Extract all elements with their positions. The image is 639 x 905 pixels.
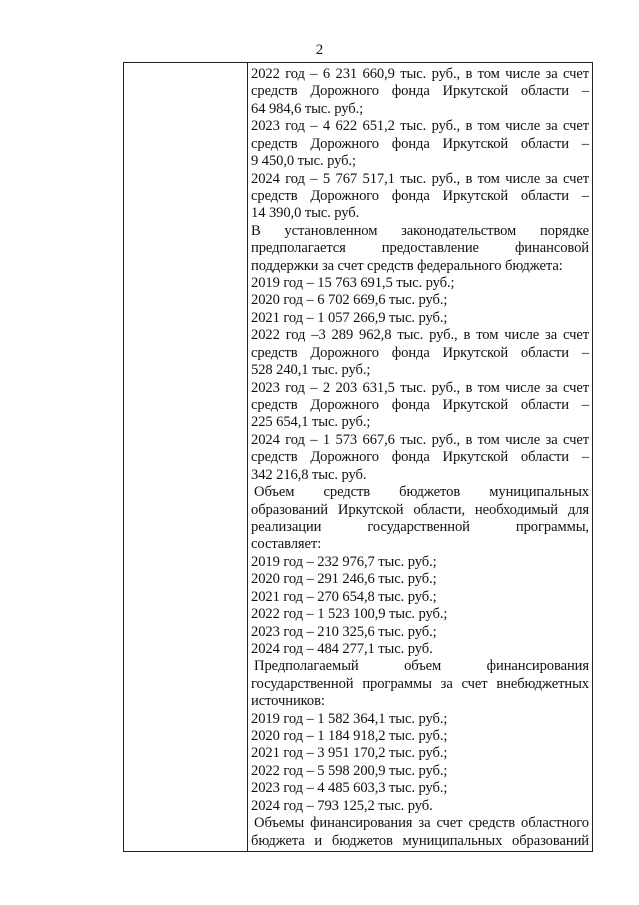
text-line: 2022 год – 1 523 100,9 тыс. руб.; (251, 606, 448, 623)
text-line: 342 216,8 тыс. руб. (251, 466, 367, 483)
text-line: 2023 год – 2 203 631,5 тыс. руб., в том числе за счет (251, 379, 589, 396)
text-line: 2024 год – 1 573 667,6 тыс. руб., в том числе за счет (251, 431, 589, 448)
text-line: предполагается предоставление финансовой (251, 240, 589, 257)
text-line: образований Иркутской области, необходимый для (251, 501, 589, 518)
table-right-cell (248, 63, 592, 851)
text-line: 2024 год – 793 125,2 тыс. руб. (251, 797, 433, 814)
text-line: поддержки за счет средств федерального бюджета: (251, 257, 563, 274)
text-line: средств Дорожного фонда Иркутской области – (251, 449, 589, 466)
text-line: 2022 год – 6 231 660,9 тыс. руб., в том числе за счет (251, 66, 589, 82)
text-line: 2020 год – 1 184 918,2 тыс. руб.; (251, 728, 448, 745)
text-line: средств Дорожного фонда Иркутской области – (251, 344, 589, 361)
text-line: Предполагаемый объем финансирования (254, 658, 589, 675)
text-line: 528 240,1 тыс. руб.; (251, 362, 371, 379)
text-line: средств Дорожного фонда Иркутской области – (251, 397, 589, 414)
text-line: 2023 год – 4 485 603,3 тыс. руб.; (251, 780, 448, 797)
text-line: 2021 год – 1 057 266,9 тыс. руб.; (251, 309, 448, 326)
text-line: 2019 год – 1 582 364,1 тыс. руб.; (251, 710, 448, 727)
text-line: 2021 год – 270 654,8 тыс. руб.; (251, 588, 437, 605)
text-line: Объем средств бюджетов муниципальных (254, 484, 589, 501)
text-line: составляет: (251, 536, 322, 553)
text-line: 2024 год – 5 767 517,1 тыс. руб., в том числе за счет (251, 170, 589, 187)
table-left-cell (124, 63, 248, 851)
text-line: бюджета и бюджетов муниципальных образований (251, 832, 589, 849)
text-line: 64 984,6 тыс. руб.; (251, 100, 364, 117)
text-line: 14 390,0 тыс. руб. (251, 205, 360, 222)
text-line: 2023 год – 210 325,6 тыс. руб.; (251, 623, 437, 640)
text-line: 2022 год – 5 598 200,9 тыс. руб.; (251, 762, 448, 779)
financing-text (251, 66, 589, 850)
text-line: 2021 год – 3 951 170,2 тыс. руб.; (251, 745, 448, 762)
text-line: 2019 год – 232 976,7 тыс. руб.; (251, 553, 437, 570)
text-line: 2023 год – 4 622 651,2 тыс. руб., в том числе за счет (251, 118, 589, 135)
page-number: 2 (315, 42, 324, 58)
text-line: источников: (251, 693, 325, 710)
text-line: 225 654,1 тыс. руб.; (251, 414, 371, 431)
text-line: государственной программы за счет внебюджетных (251, 675, 589, 692)
text-line: 2020 год – 291 246,6 тыс. руб.; (251, 571, 437, 588)
text-line: средств Дорожного фонда Иркутской области – (251, 135, 589, 152)
text-line: 9 450,0 тыс. руб.; (251, 153, 356, 170)
text-line: 2022 год –3 289 962,8 тыс. руб., в том числе за счет (251, 327, 589, 344)
text-line: средств Дорожного фонда Иркутской области – (251, 187, 589, 204)
text-line: 2020 год – 6 702 669,6 тыс. руб.; (251, 292, 448, 309)
text-line: 2024 год – 484 277,1 тыс. руб. (251, 640, 433, 657)
text-line: Объемы финансирования за счет средств областного (254, 815, 589, 832)
text-line: В установленном законодательством порядке (251, 222, 589, 239)
text-line: средств Дорожного фонда Иркутской области – (251, 83, 589, 100)
financing-table (123, 62, 593, 852)
text-line: 2019 год – 15 763 691,5 тыс. руб.; (251, 275, 455, 292)
text-line: реализации государственной программы, (251, 518, 589, 535)
